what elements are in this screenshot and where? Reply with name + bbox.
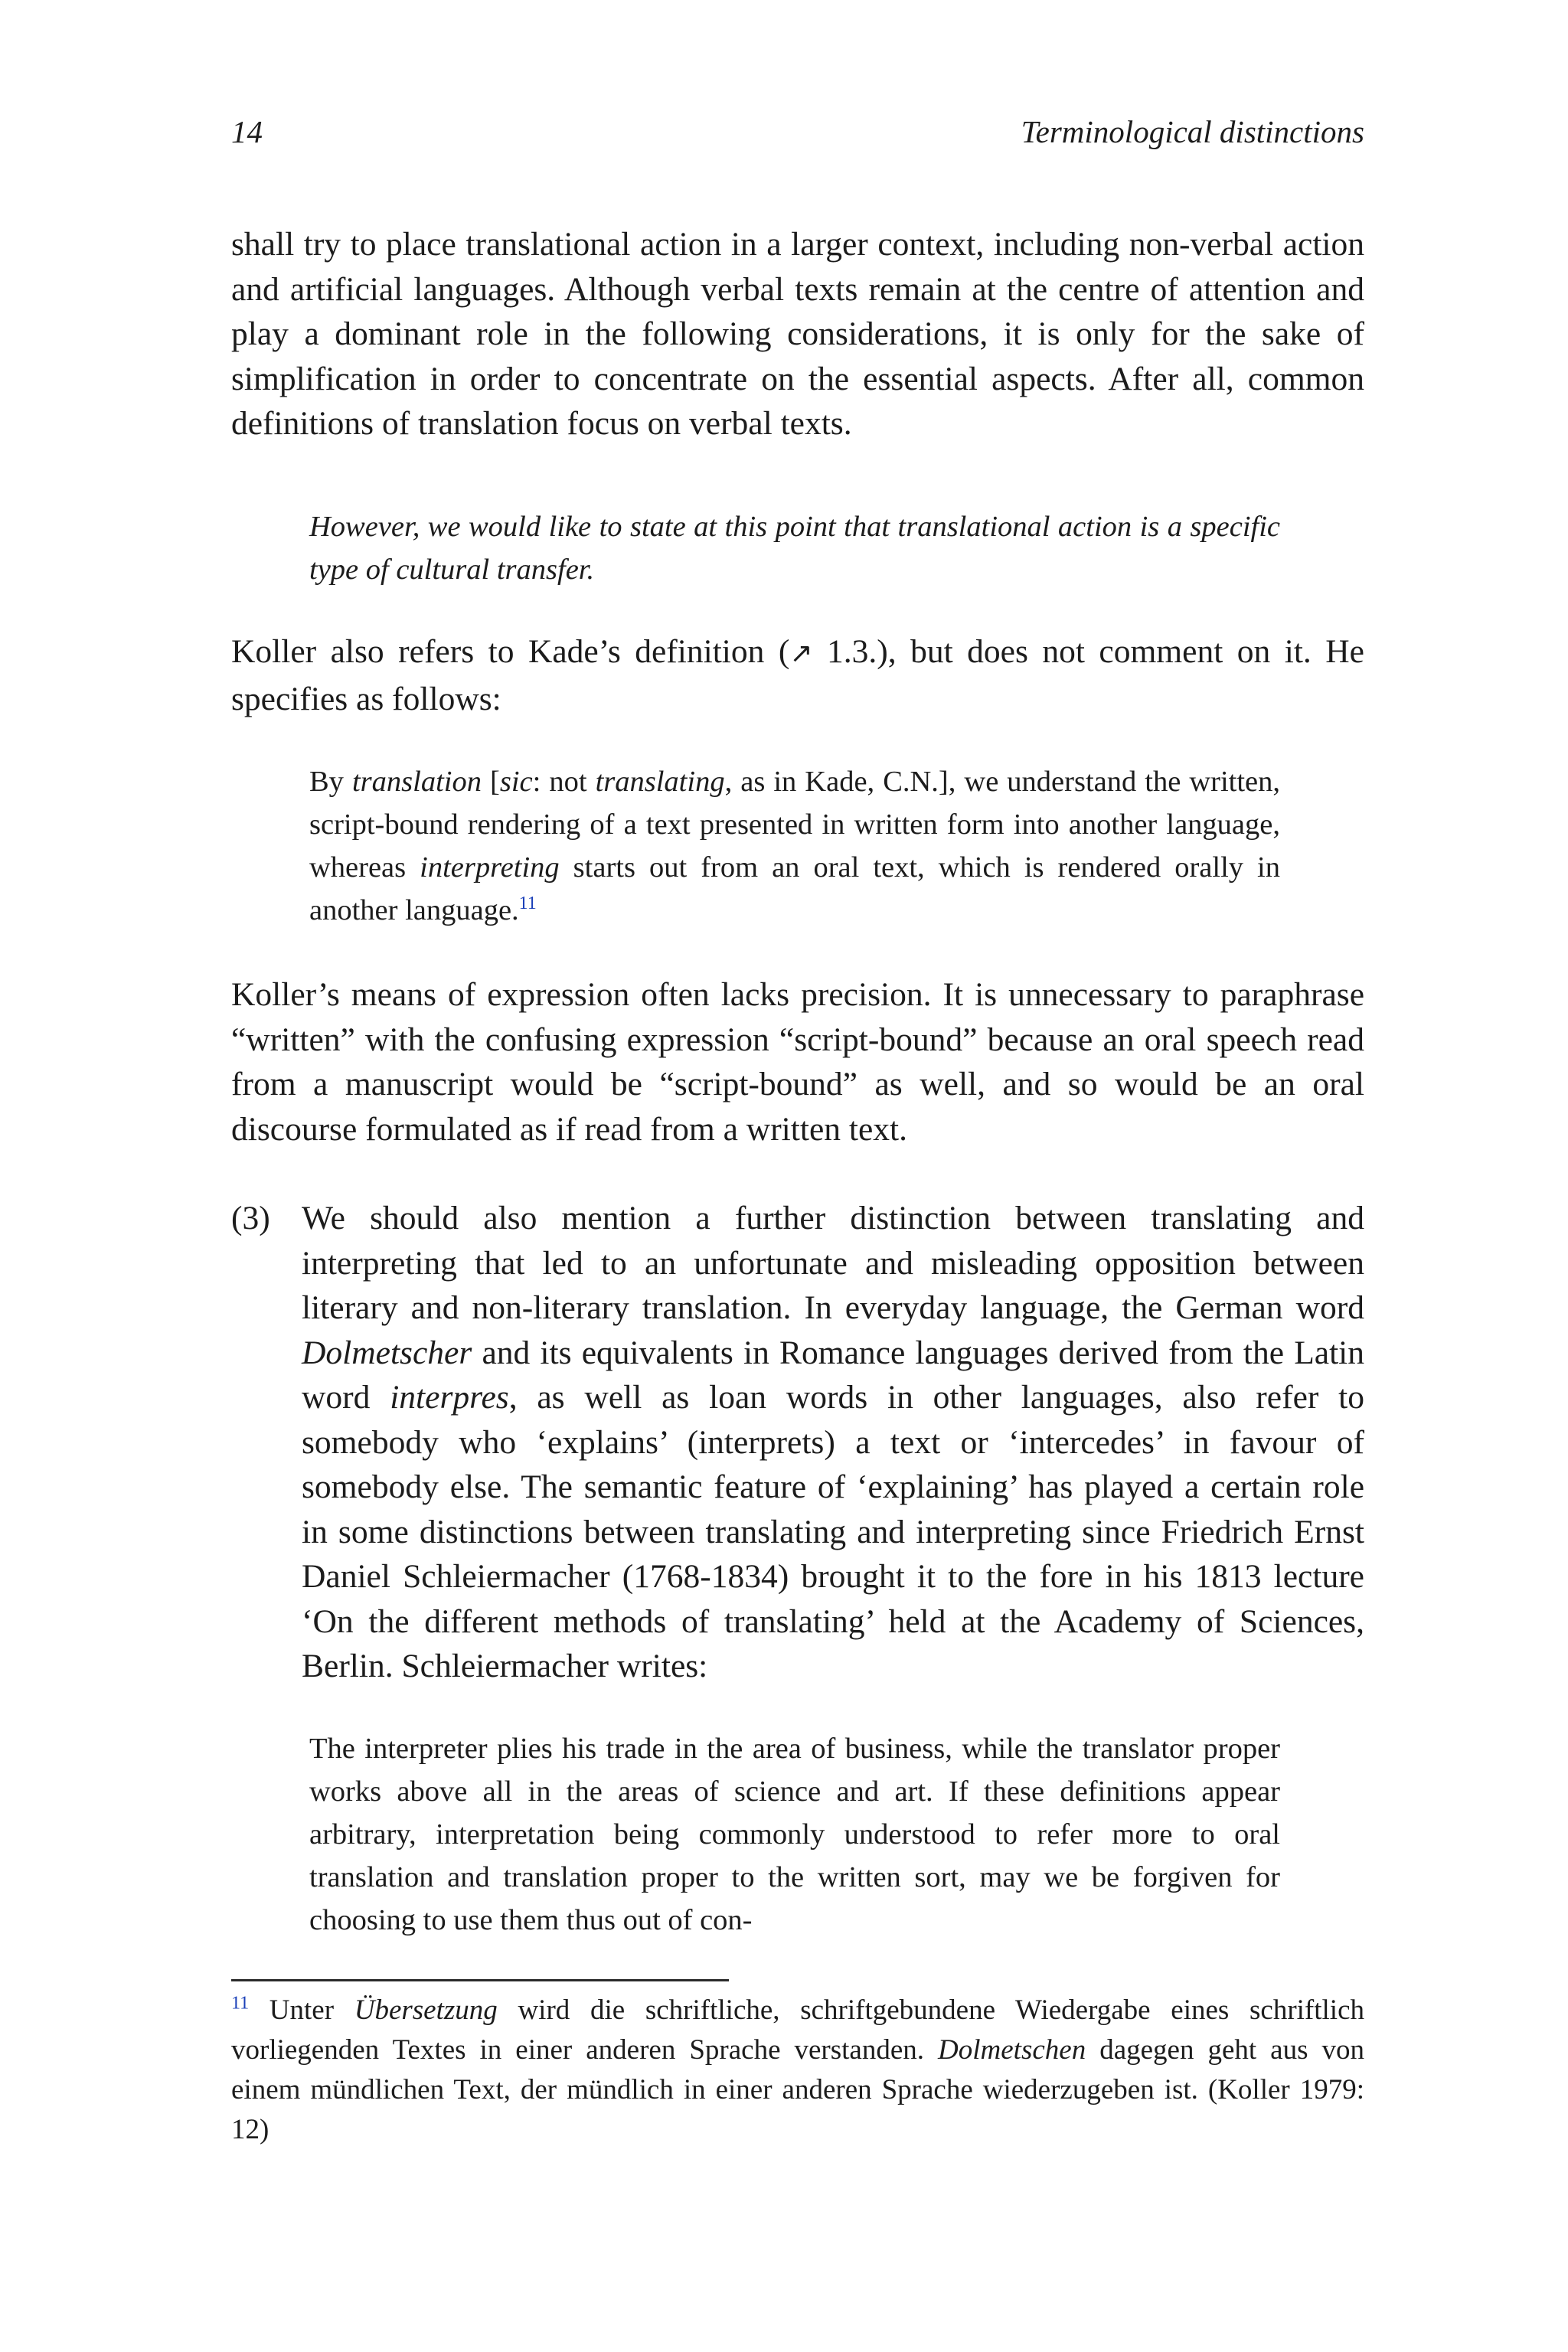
paragraph-2-text-a: Koller also refers to Kade’s definition ( — [231, 633, 790, 670]
item-3-text-2: and its equivalents in Romance languages derived from the Latin word — [302, 1334, 1364, 1416]
quote-2-text-5: starts out from an oral text, which is rendered orally in another language. — [309, 851, 1280, 926]
item-3-text-1: We should also mention a further distinction between translating and interpreting that led to an unfortunate and misleading opposition between literary and non-literary translation. In everyday language, the German word — [302, 1200, 1364, 1326]
item-3-text-3: , as well as loan words in other languages, also refer to somebody who ‘explains’ (interprets) a text or ‘intercedes’ in favour of somebody else. The semantic feature of ‘explaining’ has played a certain role in some distinctions between translating and interpreting since Friedrich Ernst Daniel Schleiermacher (1768-1834) brought it to the fore in his 1813 lecture ‘On the different methods of translating’ held at the Academy of Sciences, Berlin. Schleiermacher writes: — [302, 1379, 1365, 1684]
footnote-text-2: wird die schriftliche, schriftgebundene Wiedergabe eines schriftlich vorliegenden Textes in einer anderen Sprache verstanden. — [231, 1994, 1364, 2066]
block-quote-2 — [309, 760, 1280, 932]
quote-2-text-1: By — [309, 766, 352, 798]
paragraph-3: Koller’s means of expression often lacks precision. It is unnecessary to paraphrase “written” with the confusing expression “script-bound” because an oral speech read from a manuscript would be “script-bound” as well, and so would be an oral discourse formulated as if read from a written text. — [231, 976, 1364, 1148]
quote-2-text-4: , as in Kade, C.N.], we understand the written, script-bound rendering of a text presented in written form into another language, whereas — [309, 766, 1280, 884]
quote-2-italic-1: translation — [351, 766, 482, 798]
quote-2-italic-2: sic — [499, 766, 533, 798]
list-item-3 — [231, 1196, 1364, 1689]
running-head — [231, 113, 1364, 159]
paragraph-1: shall try to place translational action in a larger context, including non-verbal action and artificial languages. Although verbal texts remain at the centre of attention and play a dominant role in the following considerations, it is only for the sake of simplification in order to concentrate on the essential aspects. After all, common definitions of translation focus on verbal texts. — [231, 226, 1364, 442]
cross-reference-arrow-icon: ↗ — [789, 638, 813, 669]
footnote-text-3: dagegen geht aus von einem mündlichen Text, der mündlich in einer anderen Sprache wiederzugeben ist. (Koller 1979: 12) — [231, 2034, 1364, 2145]
paragraph-2 — [231, 629, 1364, 721]
footnote-italic-2: Dolmetschen — [938, 2034, 1086, 2066]
quote-2-text-2: [ — [481, 766, 500, 798]
page-number: 14 — [231, 114, 263, 149]
footnote-italic-1: Übersetzung — [354, 1994, 498, 2026]
list-item-text — [302, 1196, 1364, 1689]
item-3-italic-2: interpres — [390, 1379, 509, 1416]
block-quote-1: However, we would like to state at this point that translational action is a specific type of cultural transfer. — [309, 511, 1280, 586]
footnote-11 — [231, 1991, 1364, 2150]
quote-2-italic-4: interpreting — [420, 851, 560, 884]
block-quote-3: The interpreter plies his trade in the area of business, while the translator proper works above all in the areas of science and art. If these definitions appear arbitrary, interpretation being commonly understood to refer more to oral translation and translation proper to the written sort, may we be forgiven for choosing to use them thus out of con- — [309, 1733, 1280, 1936]
footnote-number: 11 — [231, 1993, 250, 2014]
footnote-text-1: Unter — [249, 1994, 354, 2026]
quote-2-text-3: : not — [532, 766, 596, 798]
footnote-reference-11[interactable]: 11 — [518, 893, 537, 914]
footnote-divider — [231, 1979, 729, 1981]
paragraph-2-text-b: 1.3.), but does not comment on it. He specifies as follows: — [231, 633, 1364, 717]
running-title: Terminological distinctions — [1021, 114, 1364, 149]
list-item-number: (3) — [231, 1200, 270, 1236]
item-3-italic-1: Dolmetscher — [302, 1334, 472, 1371]
quote-2-italic-3: translating — [595, 766, 725, 798]
